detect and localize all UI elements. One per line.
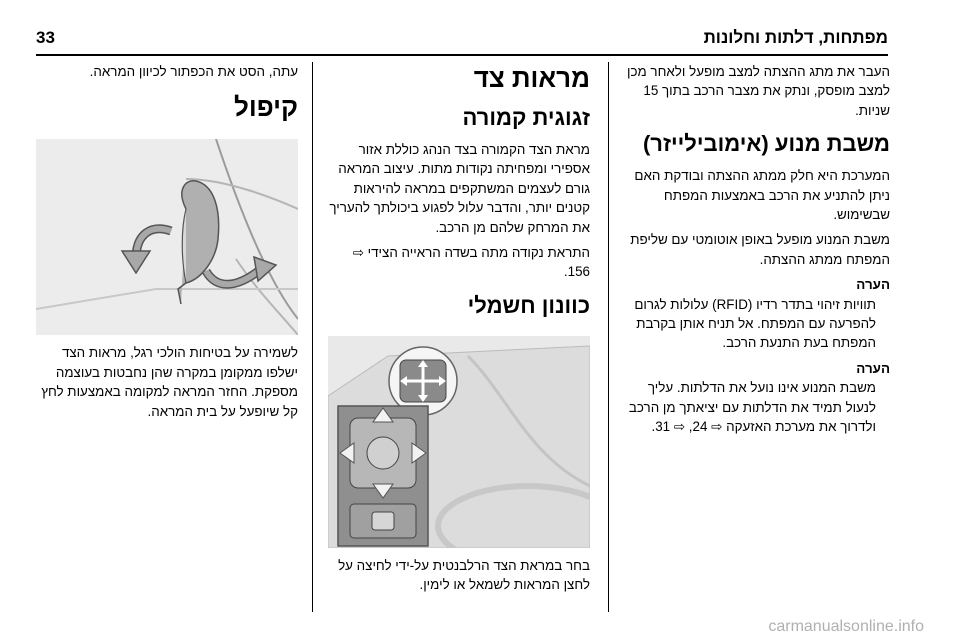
note-2-label: הערה <box>856 360 890 376</box>
folding-heading: קיפול <box>234 92 298 123</box>
note-1-text: תוויות זיהוי בתדר רדיו (RFID) עלולות לגרום להפרעה עם המפתח. אל תניח אותן בקרבת המפתח בעת התנעת הרכב. <box>634 296 876 351</box>
page-title: מפתחות, דלתות וחלונות <box>703 28 888 47</box>
immobilizer-paragraph-2: משבת המנוע מופעל באופן אוטומטי עם שליפת המפתח ממתג ההצתה. <box>630 232 890 267</box>
convex-glass-paragraph: מראת הצד הקמורה בצד הנהג כוללת אזור אספירי ומפחיתה נקודות מתות. עיצוב המראה גורם לעצמים המשתקפים במראה להיראות קטנים יותר, והדבר עלול לפגוע ביכולתך להעריך את המרחק שלהם מן הרכב. <box>329 142 590 235</box>
intro-paragraph: העבר את מתג ההצתה למצב מופעל ולאחר מכן למצב מופסק, ונתק את מצבר הרכב בתוך 15 שניות. <box>627 64 890 118</box>
blind-spot-reference: התראת נקודה מתה בשדה הראייה הצידי ⇨ 156. <box>352 245 590 280</box>
column-folding <box>36 62 298 427</box>
mirror-fold-illustration <box>36 139 298 335</box>
header-rule <box>36 54 888 56</box>
folding-caption: לשמירה על בטיחות הולכי רגל, מראות הצד ישלפו ממקומן במקרה שהן נחבטות בעוצמה מספקת. החזר המראה למקומה באמצעות לחץ קל שיופעל על בית המראה. <box>41 345 298 419</box>
mirror-switch-drawing <box>328 336 590 548</box>
column-immobilizer <box>624 62 890 443</box>
mirror-select-caption: בחר במראת הצד הרלבנטית על-ידי לחיצה על לחצן המראות לשמאל או לימין. <box>338 557 590 593</box>
page-header <box>0 0 960 54</box>
folding-intro-text: עתה, הסט את הכפתור לכיוון המראה. <box>89 64 298 79</box>
electric-adjust-heading: כוונון חשמלי <box>467 292 590 318</box>
column-divider-left <box>312 62 313 612</box>
convex-glass-heading: זגוגית קמורה <box>462 105 590 130</box>
immobilizer-heading: משבת מנוע (אימובילייזר) <box>642 131 890 157</box>
mirror-fold-drawing <box>36 139 298 335</box>
side-mirrors-heading: מראות צד <box>473 63 590 93</box>
page-number: 33 <box>36 28 55 47</box>
fold-button-icon <box>372 512 394 530</box>
column-divider-right <box>608 62 609 612</box>
watermark: carmanualsonline.info <box>768 618 924 635</box>
column-side-mirrors <box>328 62 590 601</box>
note-2-text: משבת המנוע אינו נועל את הדלתות. עליך לנעול תמיד את הדלתות עם יציאתך מן הרכב ולדרוך את מערכת האזעקה ⇨ 24, ⇨ 31. <box>628 380 876 435</box>
immobilizer-paragraph-1: המערכת היא חלק ממתג ההצתה ובודקת האם ניתן להתניע את הרכב באמצעות המפתח שבשימוש. <box>634 168 890 223</box>
note-1-label: הערה <box>856 277 890 293</box>
mirror-switch-illustration <box>328 336 590 548</box>
